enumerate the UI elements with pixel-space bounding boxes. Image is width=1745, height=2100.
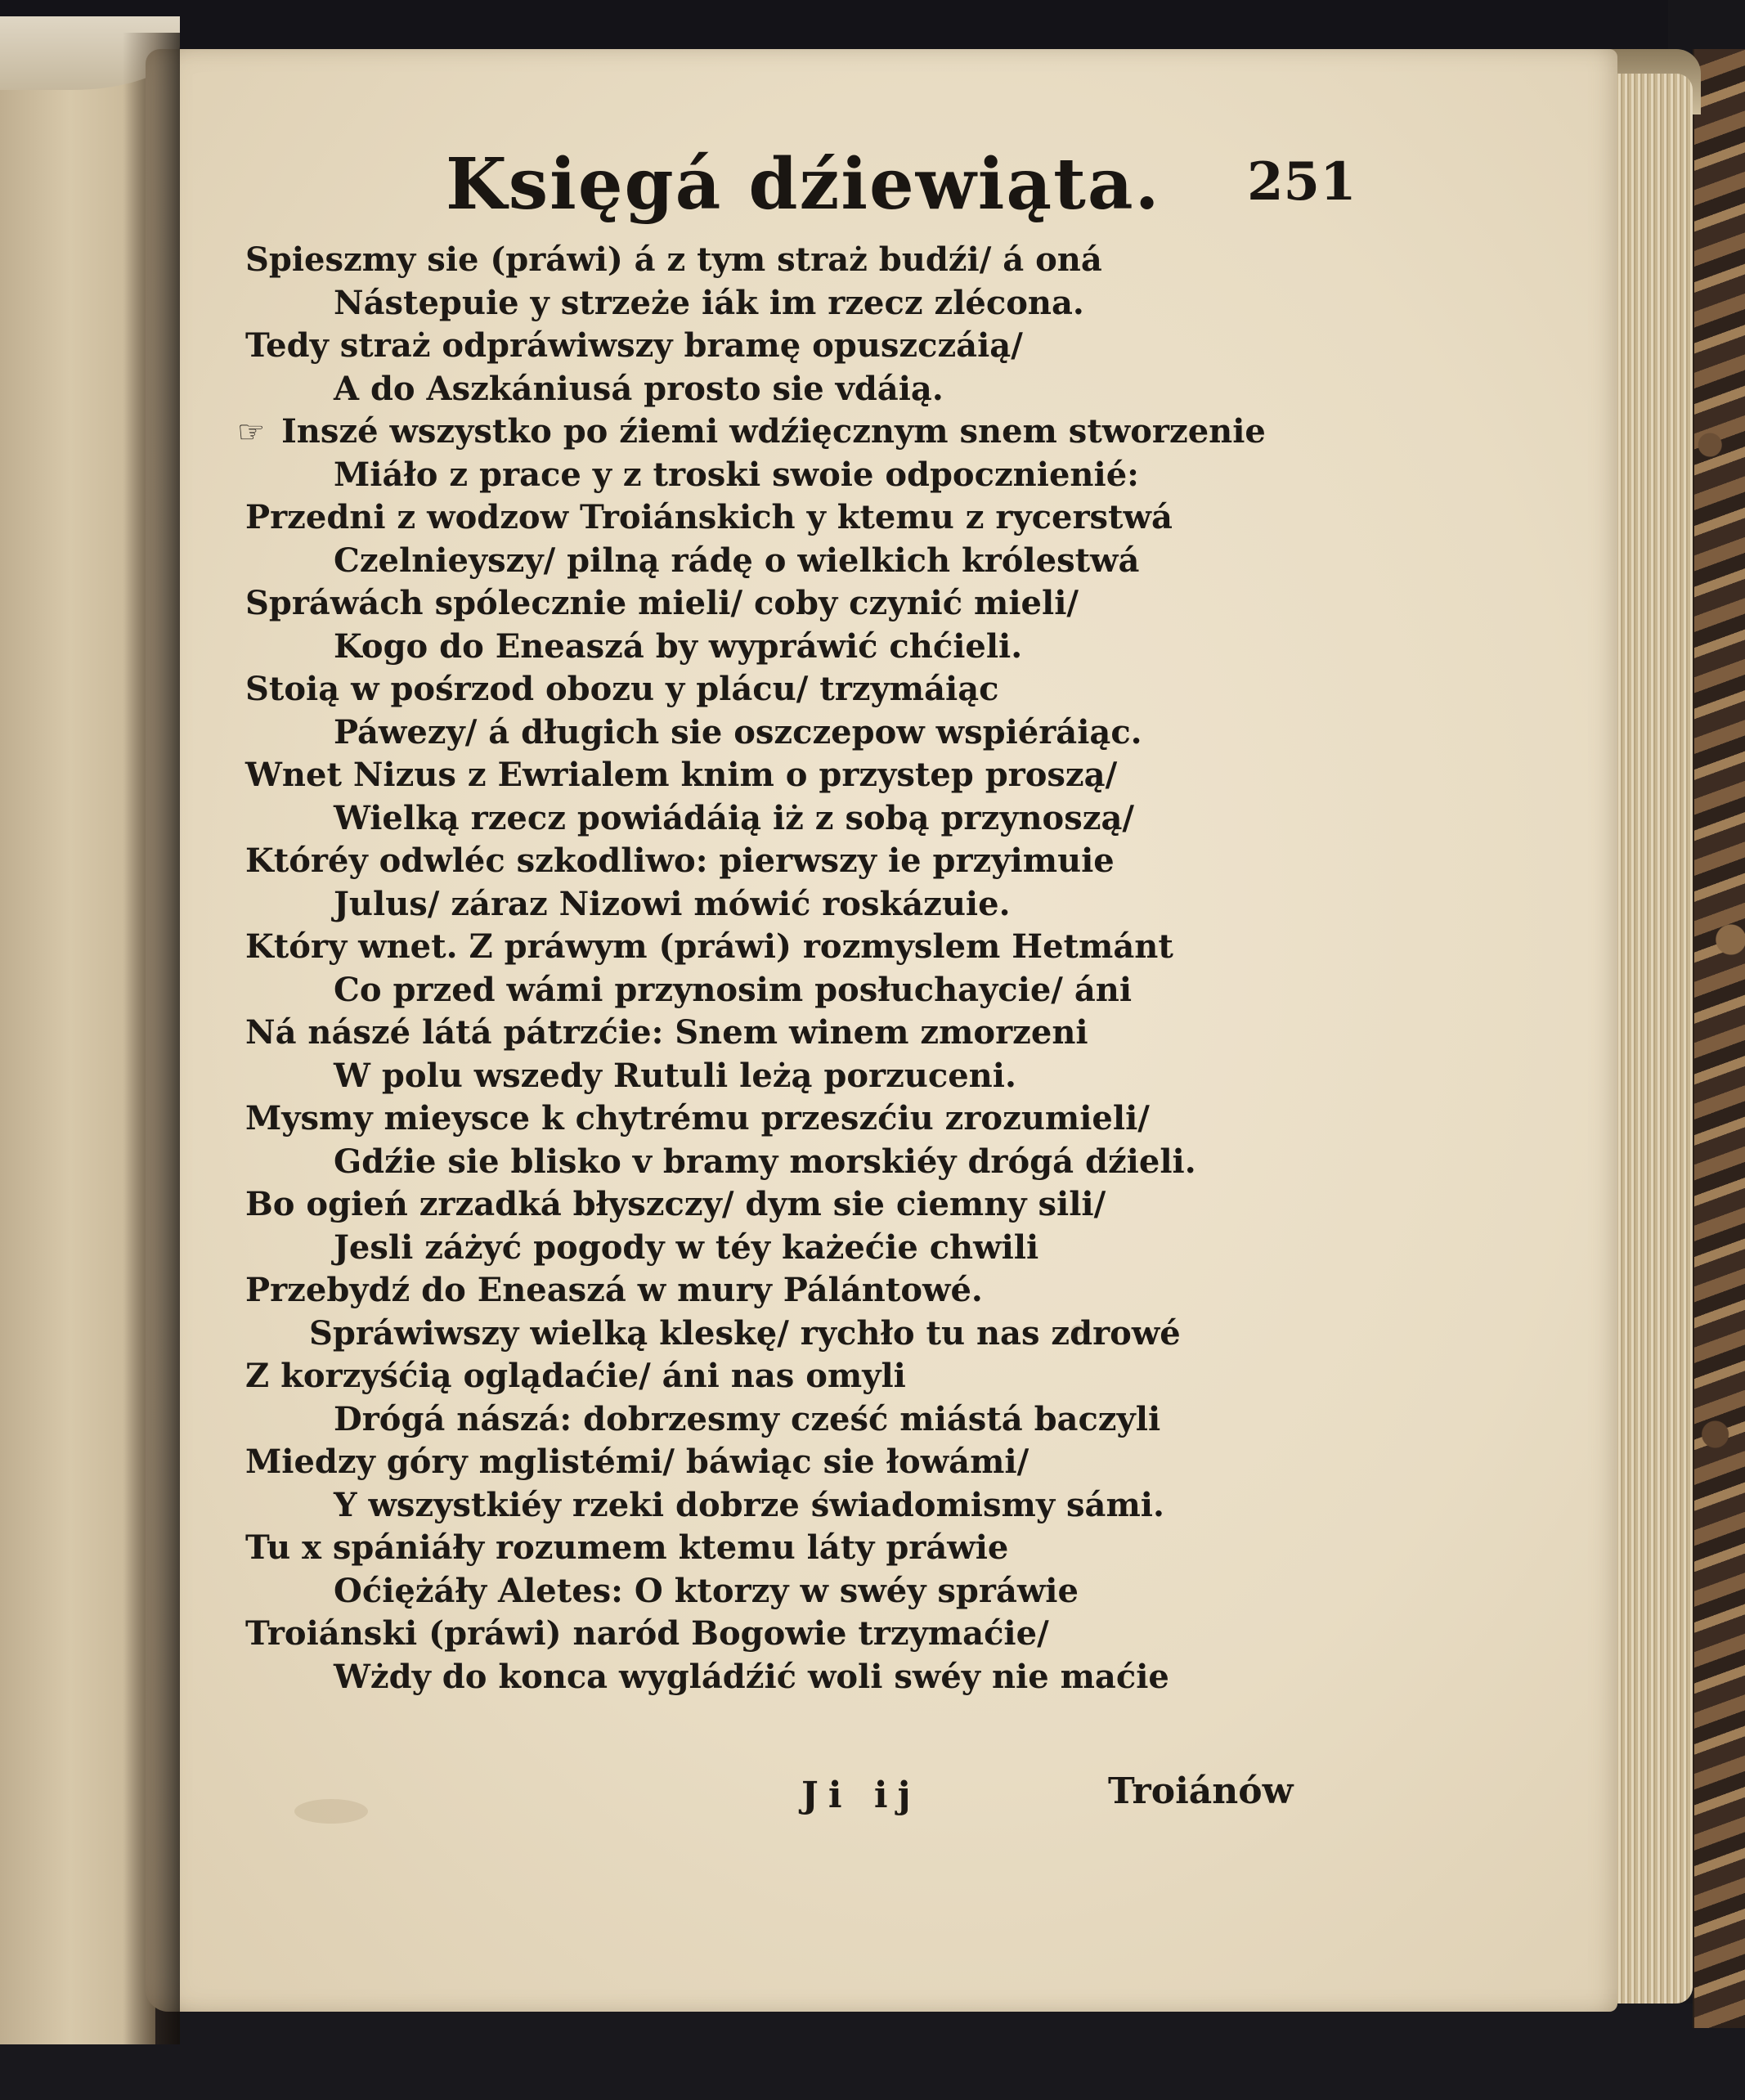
verse-line-text: Bo ogień zrzadká błyszczy/ dym sie ciemny sili/: [245, 1185, 1106, 1223]
verse-line-text: Któréy odwléc szkodliwo: pierwszy ie przyimuie: [245, 841, 1115, 880]
verse-line: [245, 454, 1390, 497]
verse-line-text: Spráwiwszy wielką kleskę/ rychło tu nas zdrowé: [309, 1313, 1181, 1353]
verse-line-text: Mysmy mieysce k chytrému przeszćiu zrozumieli/: [245, 1099, 1150, 1138]
verse-line: [245, 840, 1390, 883]
catchword: Troiánów: [1108, 1770, 1294, 1812]
show-through-mark: [294, 1799, 368, 1824]
verse-line: [245, 496, 1390, 540]
verse-line-text: Miedzy góry mglistémi/ báwiąc sie łowámi/: [245, 1443, 1030, 1481]
marbled-cover-board: [1693, 49, 1745, 2028]
scanner-background-bottom: [0, 2004, 1745, 2100]
verse-line: [245, 1097, 1390, 1141]
verse-line: [245, 883, 1390, 927]
verse-line: [245, 1141, 1390, 1184]
verse-line-text: Gdźie sie blisko v bramy morskiéy drógá dźieli.: [334, 1142, 1196, 1181]
verse-line: [245, 711, 1390, 755]
verse-line: [245, 540, 1390, 583]
verse-line-text: Julus/ záraz Nizowi mówić roskázuie.: [334, 884, 1011, 923]
verse-line: [245, 582, 1390, 626]
verse-line: [245, 1398, 1390, 1442]
verse-line: [245, 1269, 1390, 1312]
verse-text-block: [237, 239, 1390, 1698]
verse-line-text: Troiánski (práwi) naród Bogowie trzymaćie/: [245, 1614, 1049, 1653]
verse-line: [245, 668, 1390, 711]
verse-line: [245, 1227, 1390, 1270]
verse-line-text: Ná nászé látá pátrzćie: Snem winem zmorzeni: [245, 1013, 1088, 1052]
verse-line: [237, 411, 1390, 454]
verse-line: [245, 1656, 1390, 1699]
verse-line: [245, 1183, 1390, 1227]
verse-line-text: Drógá nászá: dobrzesmy cześć miástá baczyli: [334, 1399, 1161, 1438]
verse-line: [245, 1613, 1390, 1656]
verse-line-text: Spráwách spólecznie mieli/ coby czynić mieli/: [245, 584, 1079, 622]
verse-line: [245, 969, 1390, 1012]
verse-line-text: Przebydź do Eneaszá w mury Pálántowé.: [245, 1271, 983, 1309]
verse-line-text: Wnet Nizus z Ewrialem knim o przystep proszą/: [245, 756, 1118, 794]
verse-line: [245, 1355, 1390, 1398]
verse-line-text: Stoią w pośrzod obozu y plácu/ trzymáiąc: [245, 670, 999, 708]
verse-line-text: Z korzyśćią oglądaćie/ áni nas omyli: [245, 1357, 906, 1395]
verse-line-text: Páwezy/ á długich sie oszczepow wspiéráiąc.: [334, 712, 1142, 752]
gutter-shadow: [123, 33, 180, 2044]
verse-line-text: Miáło z prace y z troski swoie odpocznienié:: [334, 455, 1139, 494]
pointing-hand-icon: ☞: [237, 414, 266, 450]
signature-mark: Ji ij: [801, 1775, 921, 1816]
verse-line-text: A do Aszkániusá prosto sie vdáią.: [334, 369, 944, 408]
verse-line: [245, 368, 1390, 411]
verse-line: [245, 1312, 1390, 1356]
verse-line: [245, 626, 1390, 669]
verse-line-text: Kogo do Eneaszá by wypráwić chćieli.: [334, 626, 1023, 666]
verse-line: [245, 797, 1390, 841]
verse-line-text: Spieszmy sie (práwi) á z tym straż budźi/ á oná: [245, 240, 1102, 279]
verse-line: [245, 1484, 1390, 1528]
verse-line-text: W polu wszedy Rutuli leżą porzuceni.: [334, 1056, 1016, 1095]
verse-line: [245, 1441, 1390, 1484]
verse-line-text: Nástepuie y strzeże iák im rzecz zlécona.: [334, 283, 1084, 322]
verse-line-text: Oćiężáły Aletes: O ktorzy w swéy spráwie: [334, 1571, 1079, 1610]
verse-line-text: Tedy straż odpráwiwszy bramę opuszczáią/: [245, 326, 1023, 365]
verse-line-text: Y wszystkiéy rzeki dobrze świadomismy sámi.: [334, 1485, 1164, 1524]
verse-line-text: Wżdy do konca wygládźić woli swéy nie maćie: [334, 1657, 1169, 1696]
folio-number: 251: [1247, 151, 1357, 213]
verse-line: [245, 1012, 1390, 1055]
verse-line-text: Inszé wszystko po źiemi wdźięcznym snem stworzenie: [281, 412, 1266, 451]
verse-line: [245, 239, 1390, 282]
verse-line: [245, 1570, 1390, 1613]
verse-line: [245, 926, 1390, 969]
running-head: Księgá dźiewiąta.: [446, 143, 1161, 226]
verse-line-text: Co przed wámi przynosim posłuchaycie/ áni: [334, 970, 1133, 1009]
verse-line-text: Który wnet. Z práwym (práwi) rozmyslem Hetmánt: [245, 927, 1173, 966]
verse-line: [245, 1055, 1390, 1098]
verse-line: [245, 282, 1390, 325]
verse-line-text: Wielką rzecz powiádáią iż z sobą przynoszą/: [334, 798, 1134, 837]
verse-line-text: Czelnieyszy/ pilną rádę o wielkich królestwá: [334, 541, 1140, 580]
verse-line-text: Tu x spániáły rozumem ktemu láty práwie: [245, 1528, 1009, 1567]
verse-line: [245, 1527, 1390, 1570]
verse-line: [245, 754, 1390, 797]
verse-line-text: Jesli záżyć pogody w téy każećie chwili: [334, 1227, 1039, 1267]
verse-line: [245, 325, 1390, 368]
verse-line-text: Przedni z wodzow Troiánskich y ktemu z rycerstwá: [245, 498, 1173, 536]
